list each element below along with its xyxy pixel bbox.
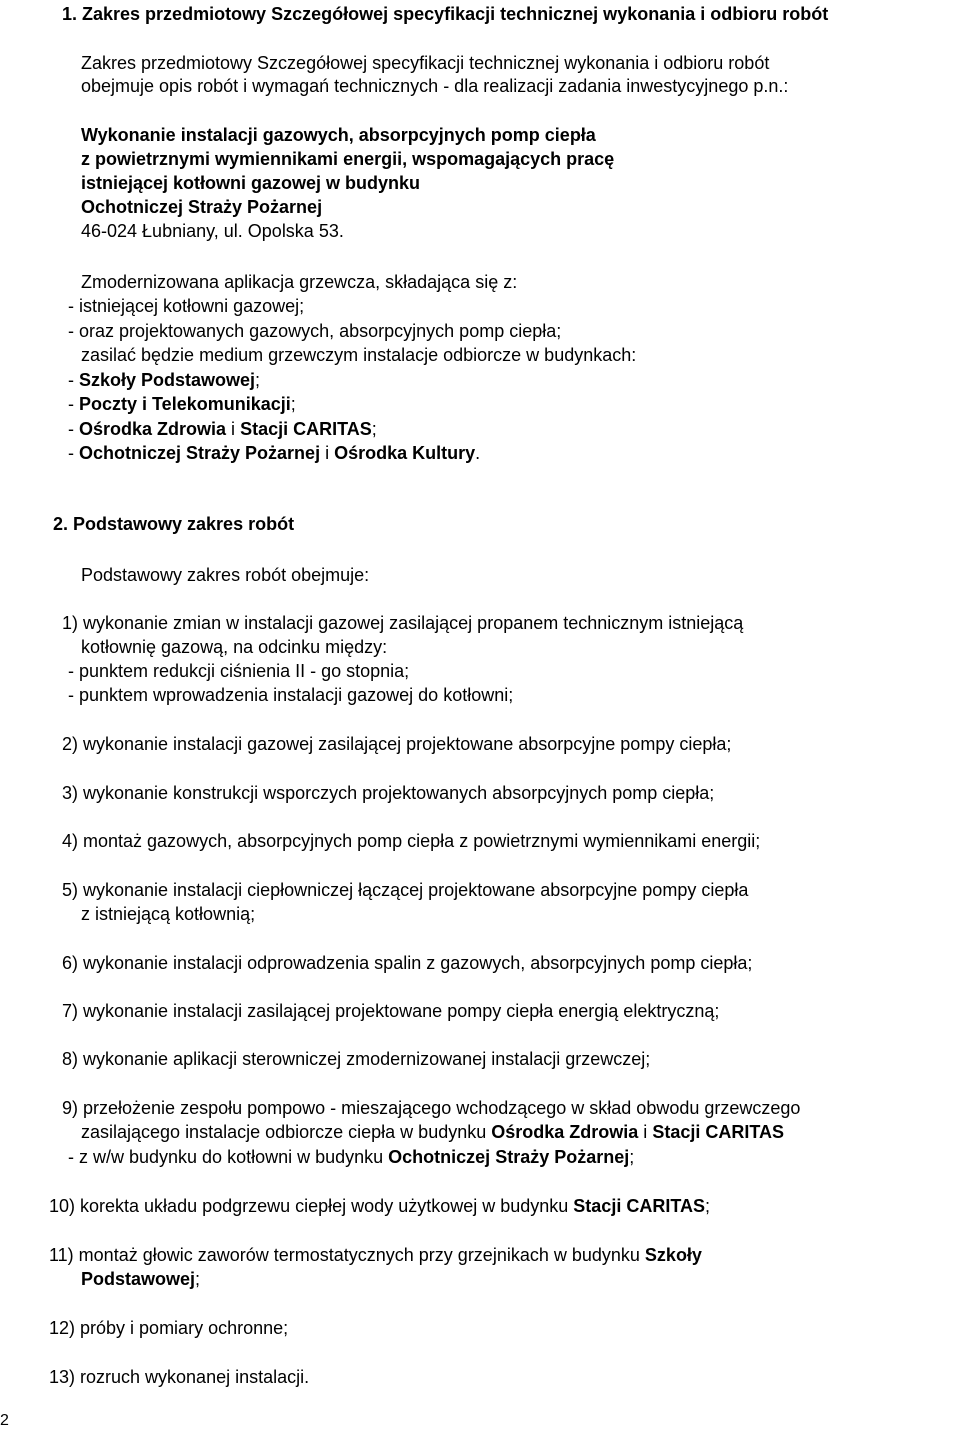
modernized-line1: Zmodernizowana aplikacja grzewcza, składająca się z: bbox=[81, 272, 518, 292]
punct: . bbox=[475, 443, 481, 463]
building-name: Ochotniczej Straży Pożarnej bbox=[79, 443, 321, 463]
item1-line2: kotłownię gazową, na odcinku między: bbox=[81, 637, 388, 657]
building-name: Szkoły Podstawowej bbox=[79, 370, 256, 390]
text: - z w/w budynku do kotłowni w budynku bbox=[68, 1147, 389, 1167]
item6: 6) wykonanie instalacji odprowadzenia spalin z gazowych, absorpcyjnych pomp ciepła; bbox=[62, 953, 753, 973]
building-item-school bbox=[68, 369, 260, 391]
punct: ; bbox=[704, 1196, 710, 1216]
building-name: Podstawowej bbox=[81, 1269, 196, 1289]
building-name: Ośrodka Zdrowia bbox=[79, 419, 227, 439]
item13: 13) rozruch wykonanej instalacji. bbox=[49, 1367, 310, 1387]
item1-line4: - punktem wprowadzenia instalacji gazowej do kotłowni; bbox=[68, 685, 514, 705]
item11-line1 bbox=[49, 1244, 702, 1266]
building-name: Ośrodka Zdrowia bbox=[491, 1122, 639, 1142]
building-name: Stacji CARITAS bbox=[573, 1196, 705, 1216]
item5-line1: 5) wykonanie instalacji ciepłowniczej łączącej projektowane absorpcyjne pompy ciepła bbox=[62, 880, 749, 900]
conjunction: i bbox=[638, 1122, 653, 1142]
building-item-post bbox=[68, 393, 296, 415]
building-name: Ochotniczej Straży Pożarnej bbox=[388, 1147, 630, 1167]
item10 bbox=[49, 1195, 710, 1217]
dash: - bbox=[68, 419, 79, 439]
dash: - bbox=[68, 443, 79, 463]
item3: 3) wykonanie konstrukcji wsporczych projektowanych absorpcyjnych pomp ciepła; bbox=[62, 783, 715, 803]
item1-line1: 1) wykonanie zmian w instalacji gazowej zasilającej propanem technicznym istniejącą bbox=[62, 613, 744, 633]
building-name: Ośrodka Kultury bbox=[334, 443, 476, 463]
modernized-line4: zasilać będzie medium grzewczym instalacje odbiorcze w budynkach: bbox=[81, 345, 637, 365]
dash: - bbox=[68, 370, 79, 390]
task-address: 46-024 Łubniany, ul. Opolska 53. bbox=[81, 221, 344, 241]
task-title-line4: Ochotniczej Straży Pożarnej bbox=[81, 197, 323, 217]
text: 10) korekta układu podgrzewu ciepłej wody użytkowej w budynku bbox=[49, 1196, 574, 1216]
section2-heading: 2. Podstawowy zakres robót bbox=[53, 514, 295, 534]
item11-line2 bbox=[81, 1268, 200, 1290]
item9-line3 bbox=[68, 1146, 634, 1168]
page-number: 2 bbox=[0, 1412, 9, 1429]
item1-line3: - punktem redukcji ciśnienia II - go stopnia; bbox=[68, 661, 410, 681]
text: 11) montaż głowic zaworów termostatycznych przy grzejnikach w budynku bbox=[49, 1245, 645, 1265]
modernized-line3: - oraz projektowanych gazowych, absorpcyjnych pomp ciepła; bbox=[68, 321, 562, 341]
item7: 7) wykonanie instalacji zasilającej projektowane pompy ciepła energią elektryczną; bbox=[62, 1001, 720, 1021]
item4: 4) montaż gazowych, absorpcyjnych pomp ciepła z powietrznymi wymiennikami energii; bbox=[62, 831, 761, 851]
punct: ; bbox=[290, 394, 296, 414]
modernized-line2: - istniejącej kotłowni gazowej; bbox=[68, 296, 305, 316]
item2: 2) wykonanie instalacji gazowej zasilającej projektowane absorpcyjne pompy ciepła; bbox=[62, 734, 732, 754]
text: zasilającego instalacje odbiorcze ciepła w budynku bbox=[81, 1122, 492, 1142]
task-title-line1: Wykonanie instalacji gazowych, absorpcyjnych pomp ciepła bbox=[81, 125, 596, 145]
punct: ; bbox=[629, 1147, 635, 1167]
section2-intro: Podstawowy zakres robót obejmuje: bbox=[81, 565, 370, 585]
item12: 12) próby i pomiary ochronne; bbox=[49, 1318, 289, 1338]
item8: 8) wykonanie aplikacji sterowniczej zmodernizowanej instalacji grzewczej; bbox=[62, 1049, 651, 1069]
punct: ; bbox=[371, 419, 377, 439]
building-item-health bbox=[68, 418, 377, 440]
conjunction: i bbox=[320, 443, 335, 463]
conjunction: i bbox=[226, 419, 241, 439]
punct: ; bbox=[195, 1269, 201, 1289]
building-item-firestation bbox=[68, 442, 480, 464]
item9-line1: 9) przełożenie zespołu pompowo - mieszającego wchodzącego w skład obwodu grzewczego bbox=[62, 1098, 801, 1118]
building-name: Stacji CARITAS bbox=[240, 419, 372, 439]
item5-line2: z istniejącą kotłownią; bbox=[81, 904, 256, 924]
item9-line2 bbox=[81, 1121, 784, 1143]
task-title-line2: z powietrznymi wymiennikami energii, wspomagających pracę bbox=[81, 149, 615, 169]
building-name: Poczty i Telekomunikacji bbox=[79, 394, 291, 414]
building-name: Stacji CARITAS bbox=[652, 1122, 784, 1142]
task-title-line3: istniejącej kotłowni gazowej w budynku bbox=[81, 173, 421, 193]
building-name: Szkoły bbox=[644, 1245, 702, 1265]
section1-heading: 1. Zakres przedmiotowy Szczegółowej specyfikacji technicznej wykonania i odbioru robót bbox=[62, 4, 829, 24]
section1-intro-line1: Zakres przedmiotowy Szczegółowej specyfikacji technicznej wykonania i odbioru robót bbox=[81, 53, 770, 73]
dash: - bbox=[68, 394, 79, 414]
punct: ; bbox=[255, 370, 261, 390]
section1-intro-line2: obejmuje opis robót i wymagań technicznych - dla realizacji zadania inwestycyjnego p.n.: bbox=[81, 76, 789, 96]
